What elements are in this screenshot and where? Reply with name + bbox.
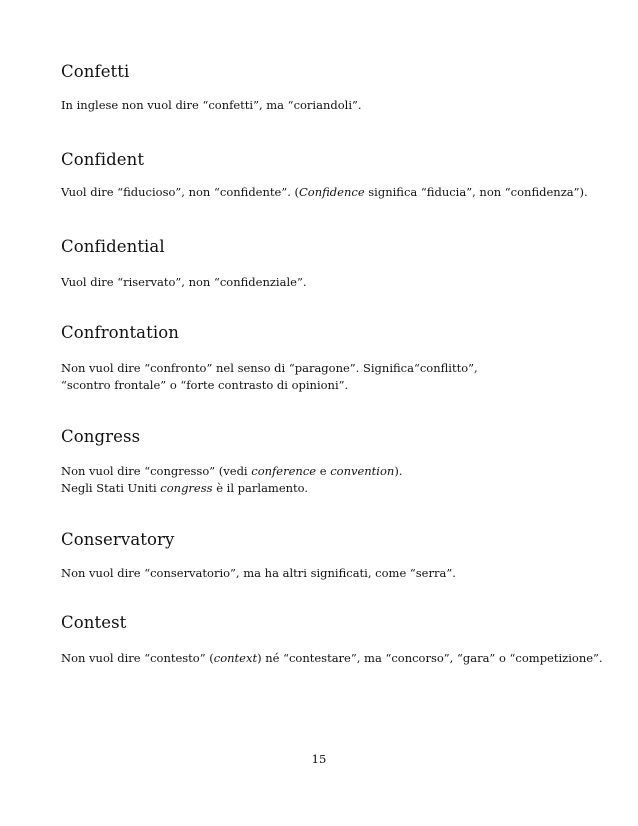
entry-definition <box>61 360 478 394</box>
entry-definition <box>61 565 456 582</box>
definition-line <box>61 480 402 497</box>
definition-text: Vuol dire “fiducioso”, non “confidente”. ( <box>61 185 299 199</box>
definition-text: Vuol dire “riservato”, non “confidenziale”. <box>61 275 307 289</box>
entry-definition <box>61 184 588 201</box>
entry-congress <box>61 427 621 495</box>
page-number: 15 <box>311 752 327 766</box>
entry-term: Conservatory <box>61 530 175 549</box>
entry-term: Confidential <box>61 237 165 256</box>
entry-confrontation <box>61 323 621 392</box>
entry-confident <box>61 150 621 199</box>
definition-line <box>61 274 306 291</box>
entry-definition <box>61 463 402 497</box>
entry-definition <box>61 650 603 667</box>
entry-contest <box>61 613 621 665</box>
definition-line <box>61 360 478 377</box>
definition-line <box>61 97 362 114</box>
entry-term: Congress <box>61 427 141 446</box>
definition-text: significa “fiducia”, non “confidenza”). <box>364 185 588 199</box>
definition-line <box>61 377 478 394</box>
entry-confetti <box>61 62 621 112</box>
entry-term: Confetti <box>61 62 130 81</box>
italic-term: context <box>213 651 258 665</box>
definition-text: Non vuol dire “contesto” ( <box>61 651 214 665</box>
definition-text: ) né “contestare”, ma “concorso”, “gara” o “competizione”. <box>257 651 603 665</box>
definition-text: e <box>316 464 331 478</box>
definition-text: è il parlamento. <box>212 481 309 495</box>
italic-term: convention <box>330 464 395 478</box>
definition-line <box>61 565 456 582</box>
definition-text: Non vuol dire “congresso” (vedi <box>61 464 252 478</box>
definition-line <box>61 650 603 667</box>
italic-term: congress <box>160 481 213 495</box>
definition-line <box>61 184 588 201</box>
entry-definition <box>61 274 306 291</box>
definition-text: “scontro frontale” o “forte contrasto di opinioni”. <box>61 378 349 392</box>
definition-line <box>61 463 402 480</box>
definition-text: Negli Stati Uniti <box>61 481 161 495</box>
definition-text: In inglese non vuol dire “confetti”, ma “coriandoli”. <box>61 98 362 112</box>
entry-confidential <box>61 237 621 289</box>
entry-term: Confident <box>61 150 145 169</box>
entry-term: Contest <box>61 613 127 632</box>
definition-text: Non vuol dire “conservatorio”, ma ha altri significati, come “serra”. <box>61 566 456 580</box>
italic-term: conference <box>251 464 317 478</box>
definition-text: Non vuol dire “confronto” nel senso di “paragone”. Significa“conflitto”, <box>61 361 478 375</box>
entry-term: Confrontation <box>61 323 179 342</box>
definition-text: ). <box>394 464 403 478</box>
entry-definition <box>61 97 362 114</box>
italic-term: Confidence <box>299 185 365 199</box>
entry-conservatory <box>61 530 621 580</box>
